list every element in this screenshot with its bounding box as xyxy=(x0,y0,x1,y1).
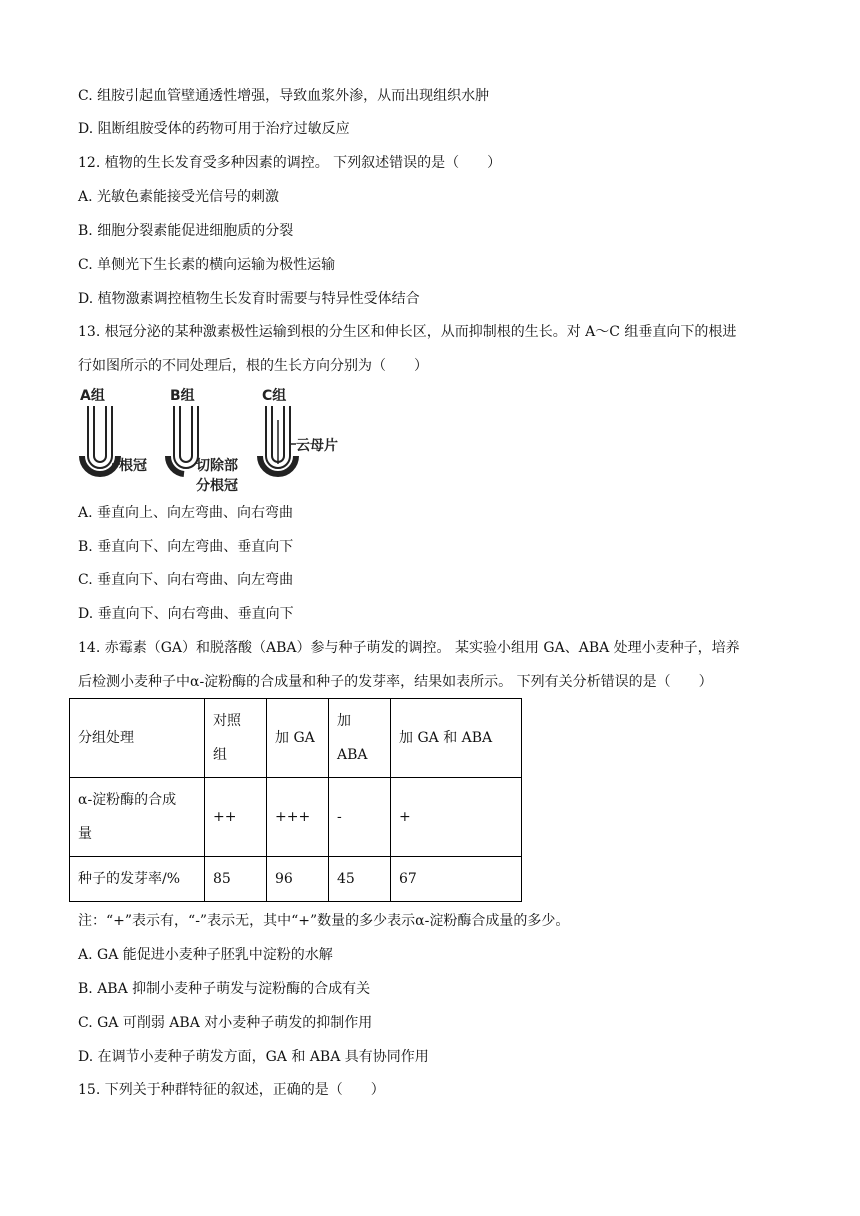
group-b-label: B组 xyxy=(170,388,195,404)
option-12c: C. 单侧光下生长素的横向运输为极性运输 xyxy=(78,257,336,273)
group-a-root xyxy=(82,406,120,474)
header-ga: 加 GA xyxy=(267,699,329,778)
cell-germination-ga: 96 xyxy=(267,857,329,902)
results-table xyxy=(69,698,522,902)
option-11d: D. 阻断组胺受体的药物可用于治疗过敏反应 xyxy=(78,121,350,137)
option-12a: A. 光敏色素能接受光信号的刺激 xyxy=(78,189,280,205)
group-c-label: C组 xyxy=(262,388,287,404)
cell-germination-aba: 45 xyxy=(329,857,391,902)
row-label-germination: 种子的发芽率/% xyxy=(70,857,205,902)
option-14d: D. 在调节小麦种子萌发方面，GA 和 ABA 具有协同作用 xyxy=(78,1049,429,1065)
question-13-line1: 13. 根冠分泌的某种激素极性运输到根的分生区和伸长区，从而抑制根的生长。对 A～C 组垂直向下的根进 xyxy=(78,324,737,340)
question-13-line2: 行如图所示的不同处理后，根的生长方向分别为（ ） xyxy=(78,358,428,374)
cell-amylase-control: ++ xyxy=(205,778,267,857)
row-label-amylase: α-淀粉酶的合成 量 xyxy=(70,778,205,857)
group-c-root xyxy=(260,406,296,474)
option-13b: B. 垂直向下、向左弯曲、垂直向下 xyxy=(78,539,294,555)
cut-part-label-2: 分根冠 xyxy=(196,478,238,494)
question-12: 12. 植物的生长发育受多种因素的调控。 下列叙述错误的是（ ） xyxy=(78,155,502,171)
header-control: 对照 组 xyxy=(205,699,267,778)
cell-amylase-ga-aba: + xyxy=(391,778,522,857)
root-experiment-figure xyxy=(74,384,364,494)
question-14-line2: 后检测小麦种子中α-淀粉酶的合成量和种子的发芽率，结果如表所示。 下列有关分析错误的是（ ） xyxy=(78,674,713,690)
option-12d: D. 植物激素调控植物生长发育时需要与特异性受体结合 xyxy=(78,291,420,307)
table-note: 注：“+”表示有，“-”表示无，其中“+”数量的多少表示α-淀粉酶合成量的多少。 xyxy=(78,913,570,929)
header-aba: 加 ABA xyxy=(329,699,391,778)
group-b-root xyxy=(168,406,198,474)
cut-part-label-1: 切除部 xyxy=(196,458,238,474)
group-a-label: A组 xyxy=(80,388,105,404)
option-12b: B. 细胞分裂素能促进细胞质的分裂 xyxy=(78,223,294,239)
table-row-amylase xyxy=(70,778,522,857)
root-cap-label: 根冠 xyxy=(119,458,147,474)
option-13a: A. 垂直向上、向左弯曲、向右弯曲 xyxy=(78,505,294,521)
header-ga-aba: 加 GA 和 ABA xyxy=(391,699,522,778)
option-13d: D. 垂直向下、向右弯曲、垂直向下 xyxy=(78,606,294,622)
question-14-line1: 14. 赤霉素（GA）和脱落酸（ABA）参与种子萌发的调控。 某实验小组用 GA、ABA 处理小麦种子，培养 xyxy=(78,640,740,656)
option-14c: C. GA 可削弱 ABA 对小麦种子萌发的抑制作用 xyxy=(78,1015,373,1031)
option-11c: C. 组胺引起血管壁通透性增强，导致血浆外渗，从而出现组织水肿 xyxy=(78,88,490,104)
table-row-germination xyxy=(70,857,522,902)
table-header-row xyxy=(70,699,522,778)
cell-amylase-aba: - xyxy=(329,778,391,857)
cell-germination-control: 85 xyxy=(205,857,267,902)
cell-germination-ga-aba: 67 xyxy=(391,857,522,902)
header-group: 分组处理 xyxy=(70,699,205,778)
mica-label: 云母片 xyxy=(296,438,338,454)
option-14a: A. GA 能促进小麦种子胚乳中淀粉的水解 xyxy=(78,947,333,963)
question-15: 15. 下列关于种群特征的叙述，正确的是（ ） xyxy=(78,1082,385,1098)
option-14b: B. ABA 抑制小麦种子萌发与淀粉酶的合成有关 xyxy=(78,981,371,997)
option-13c: C. 垂直向下、向右弯曲、向左弯曲 xyxy=(78,572,294,588)
cell-amylase-ga: +++ xyxy=(267,778,329,857)
